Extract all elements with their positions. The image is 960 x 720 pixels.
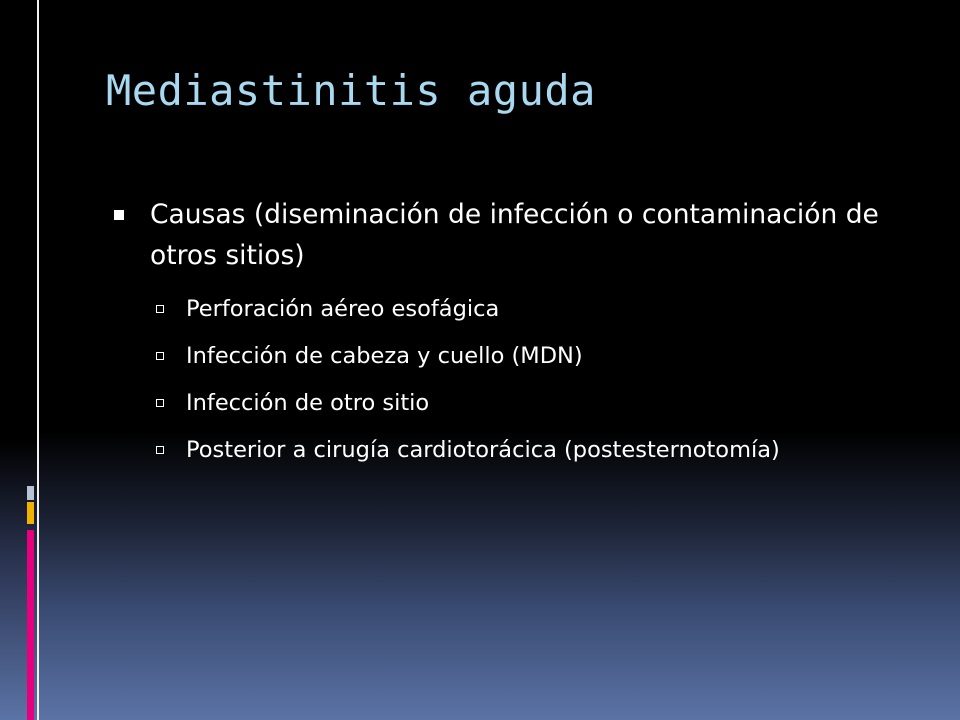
sub-bullet-text: Perforación aéreo esofágica [186, 296, 500, 322]
sub-bullet-item [150, 433, 930, 468]
filled-square-bullet-icon [114, 210, 124, 220]
sub-bullet-item [150, 386, 930, 421]
slide-content [110, 194, 930, 480]
bullet-item-causes [110, 194, 930, 276]
sub-bullet-text: Posterior a cirugía cardiotorácica (postesternotomía) [186, 437, 780, 463]
sub-bullet-text: Infección de cabeza y cuello (MDN) [186, 343, 583, 369]
hollow-square-bullet-icon [156, 399, 164, 407]
accent-block-yellow [27, 502, 34, 524]
bullet-text: Causas (diseminación de infección o contaminación de otros sitios) [150, 199, 879, 271]
sub-bullet-text: Infección de otro sitio [186, 390, 430, 416]
hollow-square-bullet-icon [156, 352, 164, 360]
left-divider-line [37, 0, 39, 720]
accent-bar-magenta [27, 530, 34, 720]
sub-bullet-item [150, 292, 930, 327]
hollow-square-bullet-icon [156, 446, 164, 454]
hollow-square-bullet-icon [156, 305, 164, 313]
accent-block-gray [27, 486, 34, 500]
slide-title: Mediastinitis aguda [106, 66, 596, 115]
sub-bullet-item [150, 339, 930, 374]
